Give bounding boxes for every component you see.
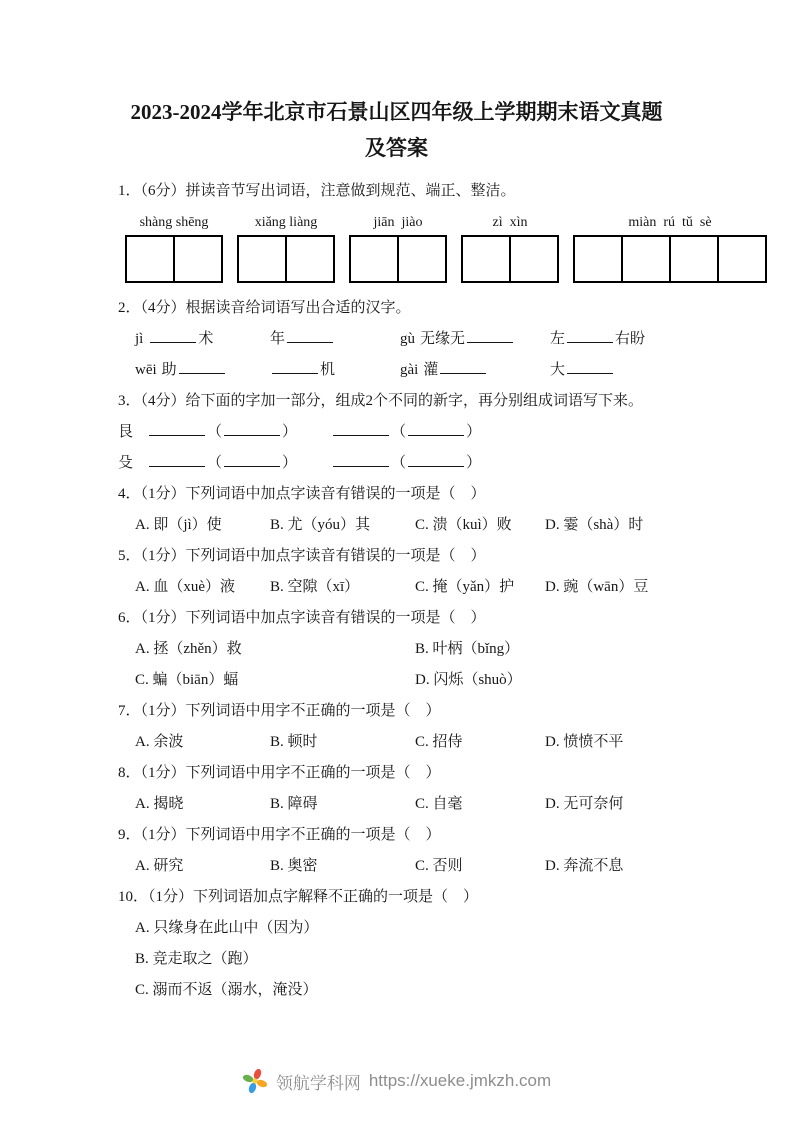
paren-close: ） — [466, 455, 482, 471]
question-9 — [118, 820, 740, 882]
option-c: C. 溺而不返（溺水，淹没） — [135, 982, 318, 998]
q1-word-group — [349, 211, 447, 283]
option-b: B. 障碍 — [270, 796, 318, 812]
answer-blank[interactable] — [224, 420, 280, 436]
q1-word-group — [461, 211, 559, 283]
option-c: C. 否则 — [415, 858, 463, 874]
option-d: D. 愤愤不平 — [545, 734, 624, 750]
option-b: B. 奥密 — [270, 858, 318, 874]
q6-options-row-1 — [118, 634, 740, 665]
question-9-stem: 9．（1分）下列词语中用字不正确的一项是（ ） — [118, 827, 441, 843]
question-4-stem: 4．（1分）下列词语中加点字读音有错误的一项是（ ） — [118, 486, 486, 502]
option-d: D. 奔流不息 — [545, 858, 624, 874]
brand-logo-icon — [242, 1068, 268, 1094]
option-a: A. 只缘身在此山中（因为） — [135, 920, 319, 936]
question-3-stem: 3．（4分）给下面的字加一部分，组成2个不同的新字，再分别组成词语写下来。 — [118, 393, 644, 409]
pinyin-label: wēi — [135, 362, 157, 378]
question-8 — [118, 758, 740, 820]
option-b: B. 空隙（xī） — [270, 579, 360, 595]
paren-open: （ — [207, 455, 223, 471]
answer-blank[interactable] — [567, 327, 613, 343]
q9-options — [118, 851, 740, 882]
option-d: D. 无可奈何 — [545, 796, 624, 812]
answer-blank[interactable] — [224, 451, 280, 467]
writing-cell[interactable] — [237, 235, 287, 283]
question-10 — [118, 882, 740, 1006]
item-post-text: 右盼 — [615, 331, 646, 347]
option-b: B. 尤（yóu）其 — [270, 517, 371, 533]
option-a: A. 余波 — [135, 734, 184, 750]
answer-blank[interactable] — [333, 451, 389, 467]
option-a: A. 研究 — [135, 858, 184, 874]
option-c: C. 溃（kuì）败 — [415, 517, 512, 533]
footer-watermark — [0, 1068, 793, 1094]
pinyin-label: zì xìn — [492, 215, 528, 230]
answer-blank[interactable] — [467, 327, 513, 343]
pinyin-label: jiān jiào — [373, 215, 423, 230]
question-8-stem: 8．（1分）下列词语中用字不正确的一项是（ ） — [118, 765, 441, 781]
paren-close: ） — [466, 424, 482, 440]
footer-url: https://xueke.jmkzh.com — [368, 1071, 552, 1090]
writing-cells — [573, 235, 767, 283]
writing-cells — [237, 235, 335, 283]
q2-row-2 — [118, 355, 740, 386]
fill-item — [400, 324, 545, 355]
question-5 — [118, 541, 740, 603]
q3-row-1 — [118, 417, 740, 448]
question-4 — [118, 479, 740, 541]
option-d: D. 闪烁（shuò） — [415, 672, 522, 688]
answer-blank[interactable] — [567, 358, 613, 374]
paren-open: （ — [391, 455, 407, 471]
answer-blank[interactable] — [440, 358, 486, 374]
question-7-stem: 7．（1分）下列词语中用字不正确的一项是（ ） — [118, 703, 441, 719]
pinyin-label: gài — [400, 362, 419, 378]
q3-row-2 — [118, 448, 740, 479]
question-5-stem: 5．（1分）下列词语中加点字读音有错误的一项是（ ） — [118, 548, 486, 564]
fill-item — [400, 355, 545, 386]
item-pre-text: 年 — [270, 331, 286, 347]
fill-item — [135, 324, 265, 355]
option-c: C. 蝙（biān）蝠 — [135, 672, 239, 688]
writing-cell[interactable] — [671, 235, 719, 283]
writing-cell[interactable] — [125, 235, 175, 283]
item-pre-text: 大 — [550, 362, 566, 378]
item-pre-text: 左 — [550, 331, 566, 347]
page-title — [0, 94, 793, 166]
writing-cell[interactable] — [175, 235, 223, 283]
option-a: A. 拯（zhěn）救 — [135, 641, 242, 657]
question-2 — [118, 293, 740, 386]
q5-options — [118, 572, 740, 603]
question-2-stem: 2．（4分）根据读音给词语写出合适的汉字。 — [118, 300, 411, 316]
q6-options-row-2 — [118, 665, 740, 696]
fill-item — [545, 355, 740, 386]
answer-blank[interactable] — [408, 420, 464, 436]
writing-cell[interactable] — [719, 235, 767, 283]
q1-writing-grid — [118, 211, 740, 283]
writing-cell[interactable] — [287, 235, 335, 283]
option-a: A. 即（jì）使 — [135, 517, 222, 533]
writing-cell[interactable] — [623, 235, 671, 283]
question-3 — [118, 386, 740, 479]
base-character: 殳 — [118, 455, 134, 471]
writing-cell[interactable] — [399, 235, 447, 283]
answer-blank[interactable] — [408, 451, 464, 467]
question-7 — [118, 696, 740, 758]
option-b: B. 叶柄（bǐng） — [415, 641, 520, 657]
option-c: C. 掩（yǎn）护 — [415, 579, 515, 595]
item-pre-text: 助 — [161, 362, 177, 378]
answer-blank[interactable] — [333, 420, 389, 436]
paren-open: （ — [391, 424, 407, 440]
pinyin-label: shàng shēng — [139, 215, 209, 230]
item-pre-text: 灌 — [423, 362, 439, 378]
answer-blank[interactable] — [287, 327, 333, 343]
writing-cell[interactable] — [461, 235, 511, 283]
writing-cells — [461, 235, 559, 283]
q1-word-group — [573, 211, 767, 283]
pinyin-label: xiǎng liàng — [254, 215, 318, 230]
base-character: 艮 — [118, 424, 134, 440]
option-a: A. 揭晓 — [135, 796, 184, 812]
question-1-stem: 1．（6分）拼读音节写出词语，注意做到规范、端正、整洁。 — [118, 183, 516, 199]
pinyin-label: gù — [400, 331, 415, 347]
question-6-stem: 6．（1分）下列词语中加点字读音有错误的一项是（ ） — [118, 610, 486, 626]
question-6 — [118, 603, 740, 696]
footer-site-name: 领航学科网 — [275, 1073, 361, 1093]
option-c: C. 自毫 — [415, 796, 463, 812]
option-a: A. 血（xuè）液 — [135, 579, 235, 595]
answer-blank[interactable] — [149, 451, 205, 467]
writing-cell[interactable] — [573, 235, 623, 283]
item-pre-text: 无缘无 — [420, 331, 466, 347]
question-1 — [118, 176, 740, 283]
answer-blank[interactable] — [150, 327, 196, 343]
q4-options — [118, 510, 740, 541]
option-b: B. 顿时 — [270, 734, 318, 750]
pinyin-label: jì — [135, 331, 144, 347]
item-post-text: 术 — [198, 331, 214, 347]
q8-options — [118, 789, 740, 820]
fill-item — [545, 324, 740, 355]
paren-close: ） — [282, 455, 298, 471]
writing-cells — [125, 235, 223, 283]
writing-cell[interactable] — [511, 235, 559, 283]
title-line1: 2023-2024学年北京市石景山区四年级上学期期末语文真题 — [130, 100, 663, 124]
answer-blank[interactable] — [149, 420, 205, 436]
option-d: D. 豌（wān）豆 — [545, 579, 649, 595]
q7-options — [118, 727, 740, 758]
question-10-stem: 10．（1分）下列词语加点字解释不正确的一项是（ ） — [118, 889, 479, 905]
option-b: B. 竞走取之（跑） — [135, 951, 258, 967]
fill-item — [265, 355, 400, 386]
answer-blank[interactable] — [272, 358, 318, 374]
paren-open: （ — [207, 424, 223, 440]
option-d: D. 霎（shà）时 — [545, 517, 644, 533]
paren-close: ） — [282, 424, 298, 440]
pinyin-label: miàn rú tǔ sè — [628, 215, 712, 230]
q1-word-group — [237, 211, 335, 283]
writing-cell[interactable] — [349, 235, 399, 283]
fill-item — [135, 355, 265, 386]
item-post-text: 机 — [320, 362, 336, 378]
title-line2: 及答案 — [365, 136, 428, 160]
q2-row-1 — [118, 324, 740, 355]
fill-item — [265, 324, 400, 355]
answer-blank[interactable] — [179, 358, 225, 374]
q1-word-group — [125, 211, 223, 283]
option-c: C. 招侍 — [415, 734, 463, 750]
writing-cells — [349, 235, 447, 283]
